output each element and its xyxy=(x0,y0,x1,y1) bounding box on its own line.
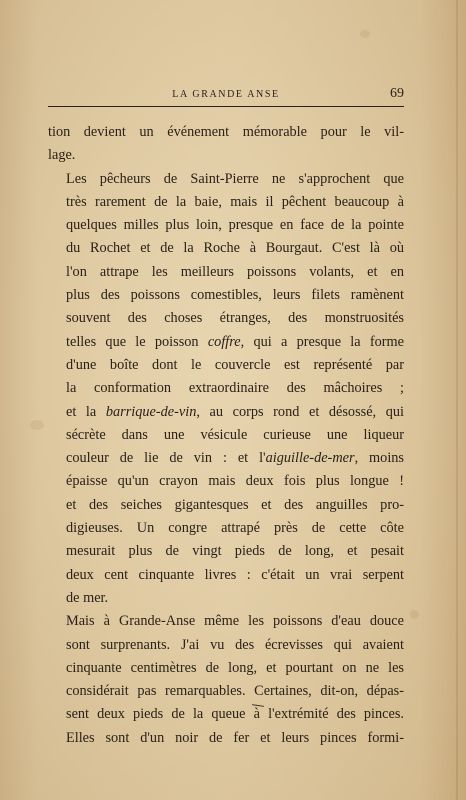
text-line: plus des poissons comestibles, leurs filets ramènent xyxy=(66,287,404,304)
text-run: , au corps rond et désossé, qui xyxy=(196,403,404,420)
page-fold-shadow xyxy=(456,0,458,800)
text-line: quelques milles plus loin, presque en face de la pointe xyxy=(66,217,404,234)
text-run: telles que le poisson xyxy=(66,333,208,350)
text-run: , moins xyxy=(354,450,404,467)
text-line: digieuses. Un congre attrapé près de cette côte xyxy=(66,520,404,537)
paragraph xyxy=(48,610,404,750)
italic-term: aiguille-de-mer xyxy=(265,450,355,467)
paragraph xyxy=(48,121,404,168)
running-header xyxy=(48,88,404,108)
body-text xyxy=(48,121,404,750)
text-line: cinquante centimètres de long, et pourtant on ne les xyxy=(66,659,404,676)
text-line: d'une boîte dont le couvercle est représenté par xyxy=(66,356,404,373)
italic-term: barrique-de-vin xyxy=(105,403,197,420)
italic-term: coffre xyxy=(207,333,241,350)
text-line: Les pêcheurs de Saint-Pierre ne s'approchent que xyxy=(66,170,404,187)
foxing-spot xyxy=(410,610,419,619)
text-run: couleur de lie de vin : et l' xyxy=(66,450,266,467)
foxing-spot xyxy=(360,30,370,38)
text-line: la conformation extraordinaire des mâchoires ; xyxy=(66,380,404,397)
text-line: et des seiches gigantesques et des anguilles pro- xyxy=(66,496,404,513)
page-number: 69 xyxy=(390,86,404,101)
text-run: , qui a presque la forme xyxy=(240,333,405,350)
foxing-spot xyxy=(30,420,44,430)
text-line: sécrète dans une vésicule curieuse une liqueur xyxy=(66,426,404,443)
text-run: et la xyxy=(66,403,106,420)
text-line: du Rochet et de la Roche à Bourgaut. C'est là où xyxy=(66,240,404,257)
text-line: deux cent cinquante livres : c'était un vrai serpent xyxy=(66,566,404,583)
text-line: mesurait plus de vingt pieds de long, et pesait xyxy=(66,543,404,560)
text-line: de mer. xyxy=(66,589,109,606)
text-line: sent deux pieds de la queue à l'extrémité des pinces. xyxy=(66,706,404,723)
text-line: considérait pas remarquables. Certaines, dit-on, dépas- xyxy=(66,683,404,700)
text-line: l'on attrape les meilleurs poissons volants, et en xyxy=(66,263,404,280)
text-line: Mais à Grande-Anse même les poissons d'eau douce xyxy=(66,613,404,630)
header-rule xyxy=(48,106,404,107)
text-line: tion devient un événement mémorable pour le vil- xyxy=(48,124,404,140)
paragraph xyxy=(48,168,404,611)
text-line: Elles sont d'un noir de fer et leurs pinces formi- xyxy=(66,729,404,746)
text-line: sont surprenants. J'ai vu des écrevisses qui avaient xyxy=(66,636,404,653)
running-title: LA GRANDE ANSE xyxy=(172,89,280,100)
text-line: très rarement de la baie, mais il pêchent beaucoup à xyxy=(66,193,404,210)
text-line: souvent des choses étranges, des monstruosités xyxy=(66,310,404,327)
text-line xyxy=(48,401,404,424)
text-line xyxy=(48,447,404,470)
text-line: lage. xyxy=(48,147,76,164)
text-line xyxy=(48,331,404,354)
text-line: épaisse qu'un crayon mais deux fois plus longue ! xyxy=(66,473,404,490)
